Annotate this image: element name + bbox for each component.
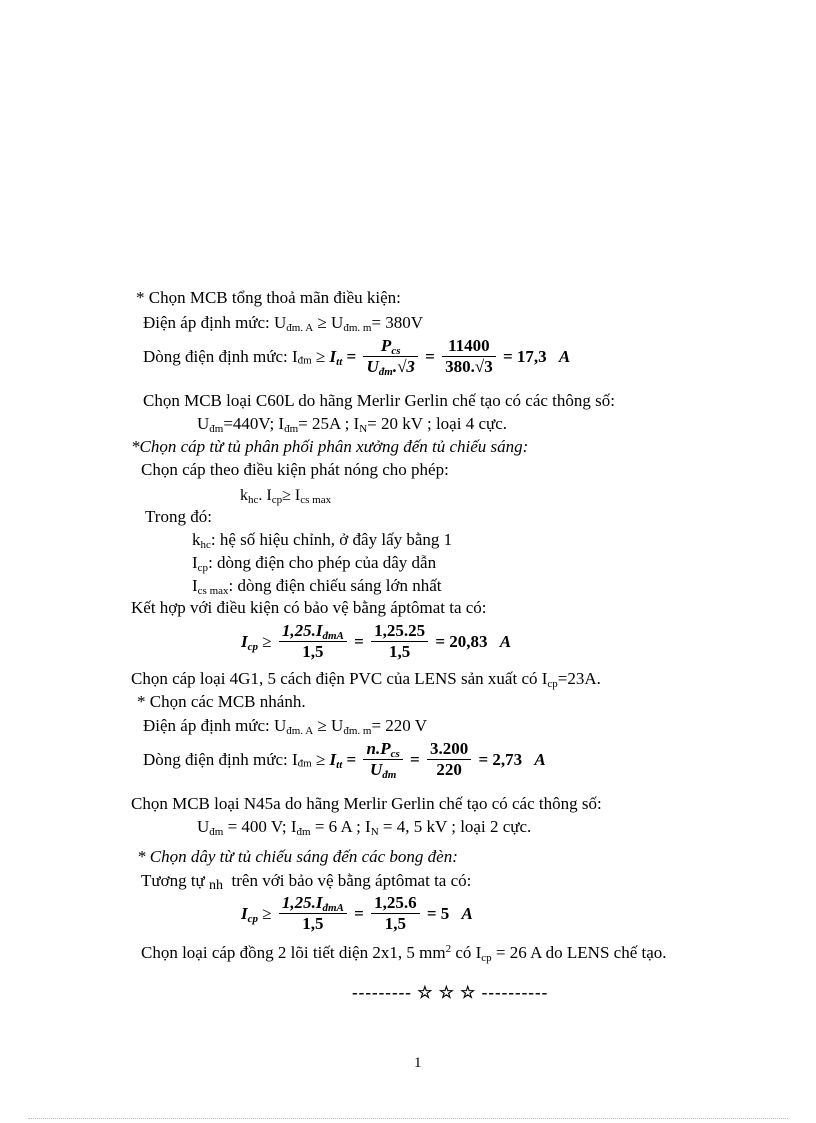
text: ≥ U bbox=[313, 313, 344, 332]
page-number: 1 bbox=[414, 1055, 422, 1071]
unit: A bbox=[558, 346, 571, 366]
rated-voltage-line bbox=[143, 313, 423, 333]
cable-condition: Chọn cáp theo điều kiện phát nóng cho phép: bbox=[141, 460, 449, 479]
fraction: $\frac{11400}{380.√3}$ bbox=[442, 336, 496, 377]
sub: đm. m bbox=[343, 322, 372, 334]
cable-heading: *Chọn cáp từ tủ phân phối phân xưởng đến tủ chiếu sáng: bbox=[131, 437, 529, 456]
icp-formula-1: $I_{cp}$ ≥ $\frac{1,25.I_{đmA}}{1,5}$ = $\frac{1,25.25}{1,5}$ = 20,83 A bbox=[241, 621, 512, 661]
rated-voltage-line-2: Điện áp định mức: $U_{đm. A} \ge U_{đm. m}= 220$ V bbox=[143, 716, 427, 737]
sub: đm. A bbox=[286, 322, 314, 334]
rated-current-formula-1: Dòng điện định mức: $I_{đm} \ge I_{tt}$ = $\frac{P_{cs}}{U_{đm}.√3}$ = $\frac{11400}{380.√3}$ = 17,3 A bbox=[143, 336, 571, 378]
icp-formula-2: $I_{cp}$ ≥ $\frac{1,25.I_{đmA}}{1,5}$ = $\frac{1,25.6}{1,5}$ = 5 A bbox=[241, 893, 473, 933]
section-separator: --------- ☆ ☆ ☆ ---------- bbox=[352, 983, 549, 1002]
def-icsmax: $I_{cs max}$: dòng điện chiếu sáng lớn nhất bbox=[192, 576, 442, 597]
wire-heading: * Chọn dây từ tủ chiếu sáng đến các bong đèn: bbox=[137, 847, 458, 866]
sub: đm bbox=[297, 354, 312, 367]
similar-line: Tương tự nh trên với bảo vệ bằng áptômat ta có: bbox=[141, 871, 472, 893]
kh-formula: $k_{hc}$. $I_{cp}\ge I_{cs max}$ bbox=[240, 487, 332, 506]
mcb-branch-heading: * Chọn các MCB nhánh. bbox=[137, 692, 306, 711]
text: Dòng điện định mức: I bbox=[143, 346, 298, 366]
result: = 17,3 bbox=[502, 346, 547, 366]
mcb-n45a-line: Chọn MCB loại N45a do hãng Merlir Gerlin chế tạo có các thông số: bbox=[131, 794, 602, 813]
def-khc: $k_{hc}$: hệ số hiệu chỉnh, ở đây lấy bằng 1 bbox=[192, 530, 453, 551]
footer-dotted-line bbox=[28, 1118, 788, 1119]
fraction: $\frac{P_{cs}}{U_{đm}.√3}$ bbox=[363, 336, 417, 377]
text: Điện áp định mức: U bbox=[143, 313, 287, 332]
rated-current-formula-2: Dòng điện định mức: $I_{đm} \ge I_{tt}$ = $\frac{n.P_{cs}}{U_{đm}}$ = $\frac{3.200}{220}$ = 2,73 A bbox=[143, 739, 546, 781]
n45a-params: $U_{đm} = 400$ V; $I_{đm} = 6$ A ; $I_N = 4$, 5 kV ; loại 2 cực. bbox=[197, 817, 532, 838]
cable-4g1-line: Chọn cáp loại 4G1, 5 cách điện PVC của LENS sản xuất có $I_{cp}=23A$. bbox=[131, 669, 601, 690]
combine-line: Kết hợp với điều kiện có bảo vệ bằng áptômat ta có: bbox=[131, 598, 487, 617]
lhs: $I_{tt}$ bbox=[329, 346, 343, 368]
ge-symbol: ≥ bbox=[315, 346, 326, 366]
text: = 380V bbox=[371, 313, 424, 332]
copper-cable-line: Chọn loại cáp đồng 2 lõi tiết diện 2x1, 5 $mm^2$ có $I_{cp} = 26$ A do LENS chế tạo. bbox=[141, 943, 667, 964]
def-icp: $I_{cp}$: dòng điện cho phép của dây dẫn bbox=[192, 553, 437, 574]
c60l-params: $U_{đm}=440V$; $I_{đm}= 25A$ ; $I_N= 20$ kV ; loại 4 cực. bbox=[197, 414, 507, 435]
mcb-c60l-line: Chọn MCB loại C60L do hãng Merlir Gerlin chế tạo có các thông số: bbox=[143, 391, 615, 410]
where-label: Trong đó: bbox=[145, 507, 212, 526]
mcb-total-heading: * Chọn MCB tổng thoả mãn điều kiện: bbox=[136, 288, 401, 307]
